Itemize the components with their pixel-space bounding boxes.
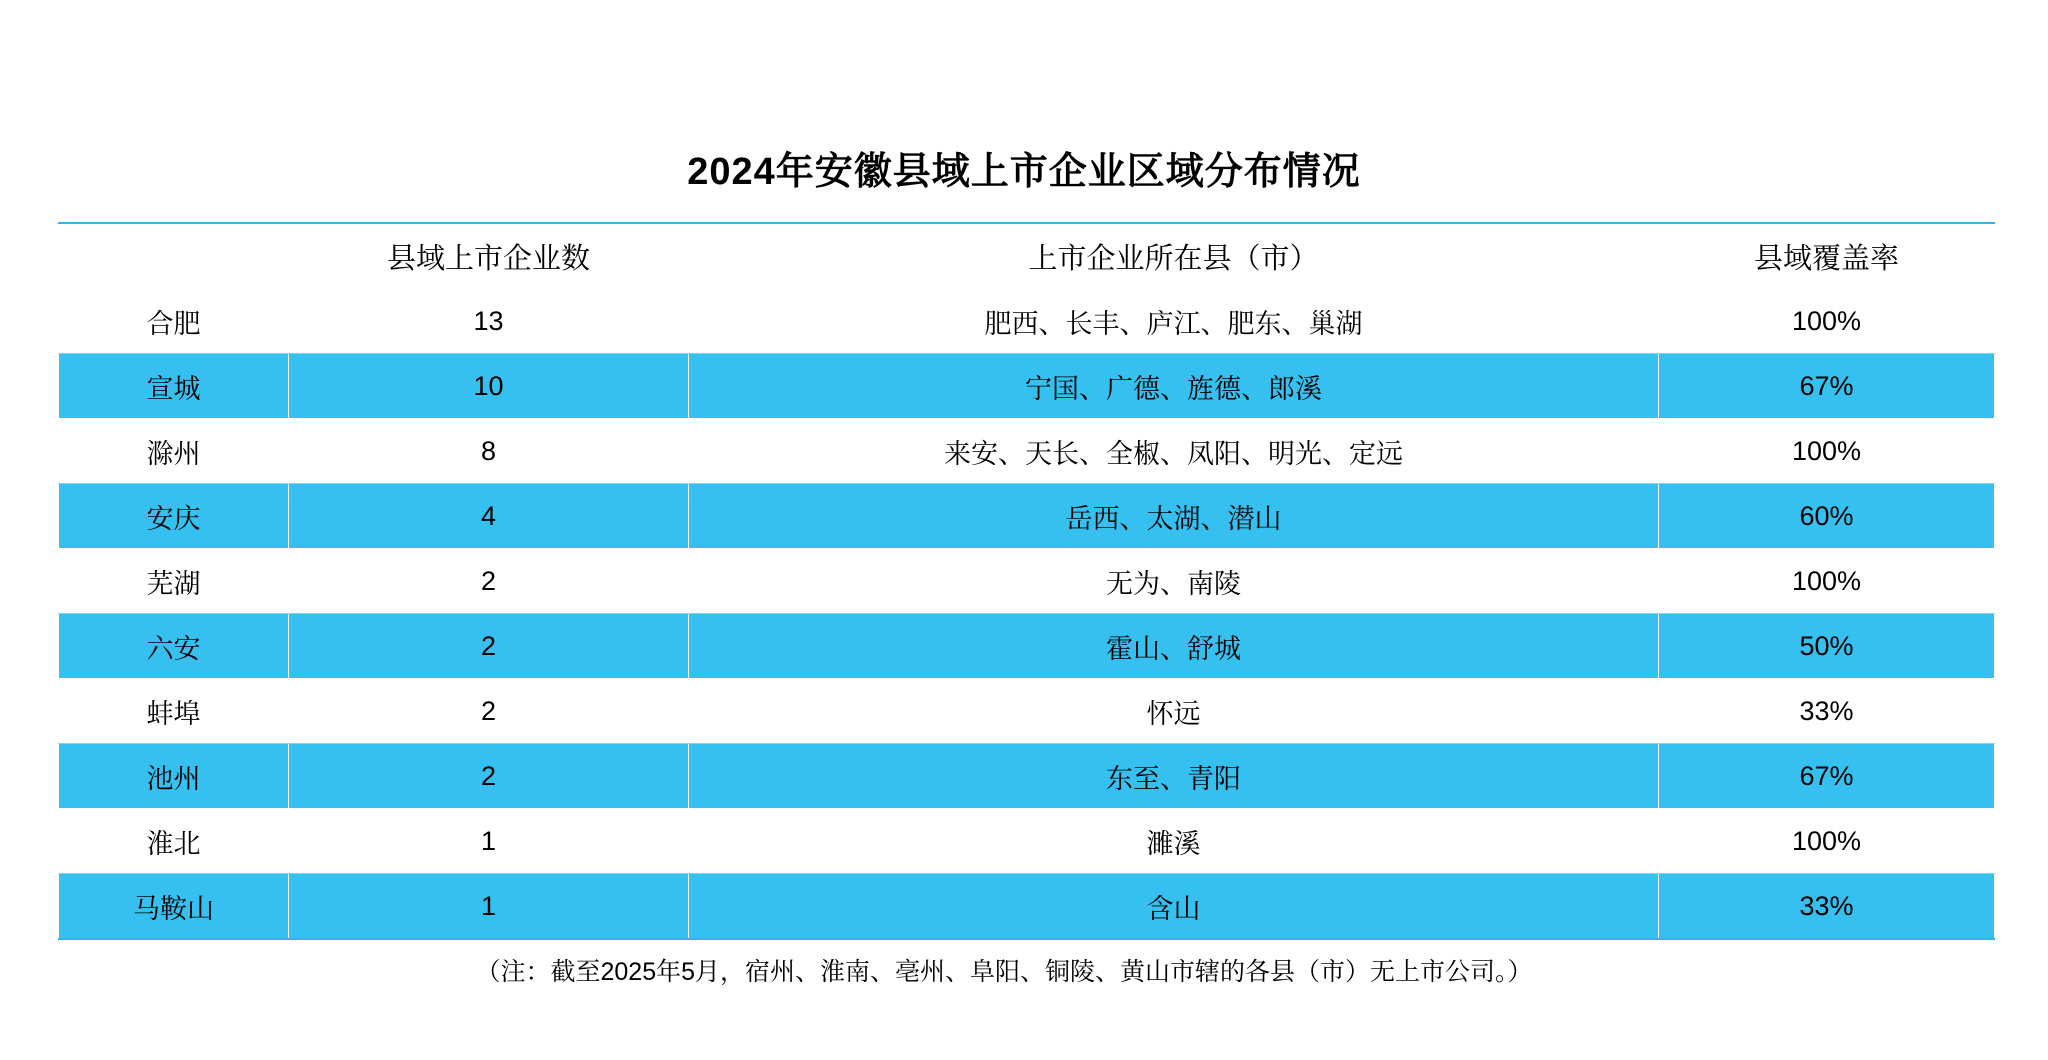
- cell-rate: 50%: [1659, 614, 1995, 679]
- cell-count: 8: [289, 419, 689, 484]
- table-row: [59, 679, 1995, 744]
- cell-count: 2: [289, 679, 689, 744]
- table-row: [59, 874, 1995, 940]
- cell-rate: 100%: [1659, 809, 1995, 874]
- cell-rate: 67%: [1659, 744, 1995, 809]
- cell-region: 马鞍山: [59, 874, 289, 940]
- cell-places: 霍山、舒城: [689, 614, 1659, 679]
- cell-places: 怀远: [689, 679, 1659, 744]
- cell-places: 宁国、广德、旌德、郎溪: [689, 354, 1659, 419]
- cell-region: 六安: [59, 614, 289, 679]
- cell-places: 含山: [689, 874, 1659, 940]
- distribution-table-container: [58, 222, 1994, 940]
- table-row: [59, 809, 1995, 874]
- cell-region: 宣城: [59, 354, 289, 419]
- cell-count: 2: [289, 744, 689, 809]
- cell-region: 滁州: [59, 419, 289, 484]
- table-row: [59, 614, 1995, 679]
- cell-rate: 60%: [1659, 484, 1995, 549]
- cell-region: 蚌埠: [59, 679, 289, 744]
- column-header-count: 县域上市企业数: [289, 223, 689, 289]
- cell-places: 来安、天长、全椒、凤阳、明光、定远: [689, 419, 1659, 484]
- cell-places: 肥西、长丰、庐江、肥东、巢湖: [689, 289, 1659, 354]
- column-header-region: [59, 223, 289, 289]
- table-note: （注：截至2025年5月，宿州、淮南、亳州、阜阳、铜陵、黄山市辖的各县（市）无上市公司。）: [475, 958, 1533, 986]
- cell-count: 10: [289, 354, 689, 419]
- cell-rate: 67%: [1659, 354, 1995, 419]
- cell-places: 濉溪: [689, 809, 1659, 874]
- cell-places: 东至、青阳: [689, 744, 1659, 809]
- column-header-rate: 县域覆盖率: [1659, 223, 1995, 289]
- table-row: [59, 419, 1995, 484]
- cell-places: 无为、南陵: [689, 549, 1659, 614]
- cell-count: 2: [289, 549, 689, 614]
- cell-rate: 33%: [1659, 874, 1995, 940]
- cell-count: 2: [289, 614, 689, 679]
- table-header-row: [59, 223, 1995, 289]
- table-row: [59, 354, 1995, 419]
- table-row: [59, 549, 1995, 614]
- table-row: [59, 744, 1995, 809]
- cell-rate: 100%: [1659, 289, 1995, 354]
- cell-count: 1: [289, 809, 689, 874]
- cell-region: 淮北: [59, 809, 289, 874]
- column-header-places: 上市企业所在县（市）: [689, 223, 1659, 289]
- cell-places: 岳西、太湖、潜山: [689, 484, 1659, 549]
- table-row: [59, 289, 1995, 354]
- cell-rate: 100%: [1659, 549, 1995, 614]
- cell-count: 4: [289, 484, 689, 549]
- page-title: 2024年安徽县域上市企业区域分布情况: [687, 151, 1361, 193]
- table-row: [59, 484, 1995, 549]
- distribution-table: [58, 222, 1995, 940]
- cell-region: 芜湖: [59, 549, 289, 614]
- cell-count: 13: [289, 289, 689, 354]
- cell-rate: 33%: [1659, 679, 1995, 744]
- cell-count: 1: [289, 874, 689, 940]
- cell-region: 安庆: [59, 484, 289, 549]
- cell-region: 池州: [59, 744, 289, 809]
- cell-region: 合肥: [59, 289, 289, 354]
- cell-rate: 100%: [1659, 419, 1995, 484]
